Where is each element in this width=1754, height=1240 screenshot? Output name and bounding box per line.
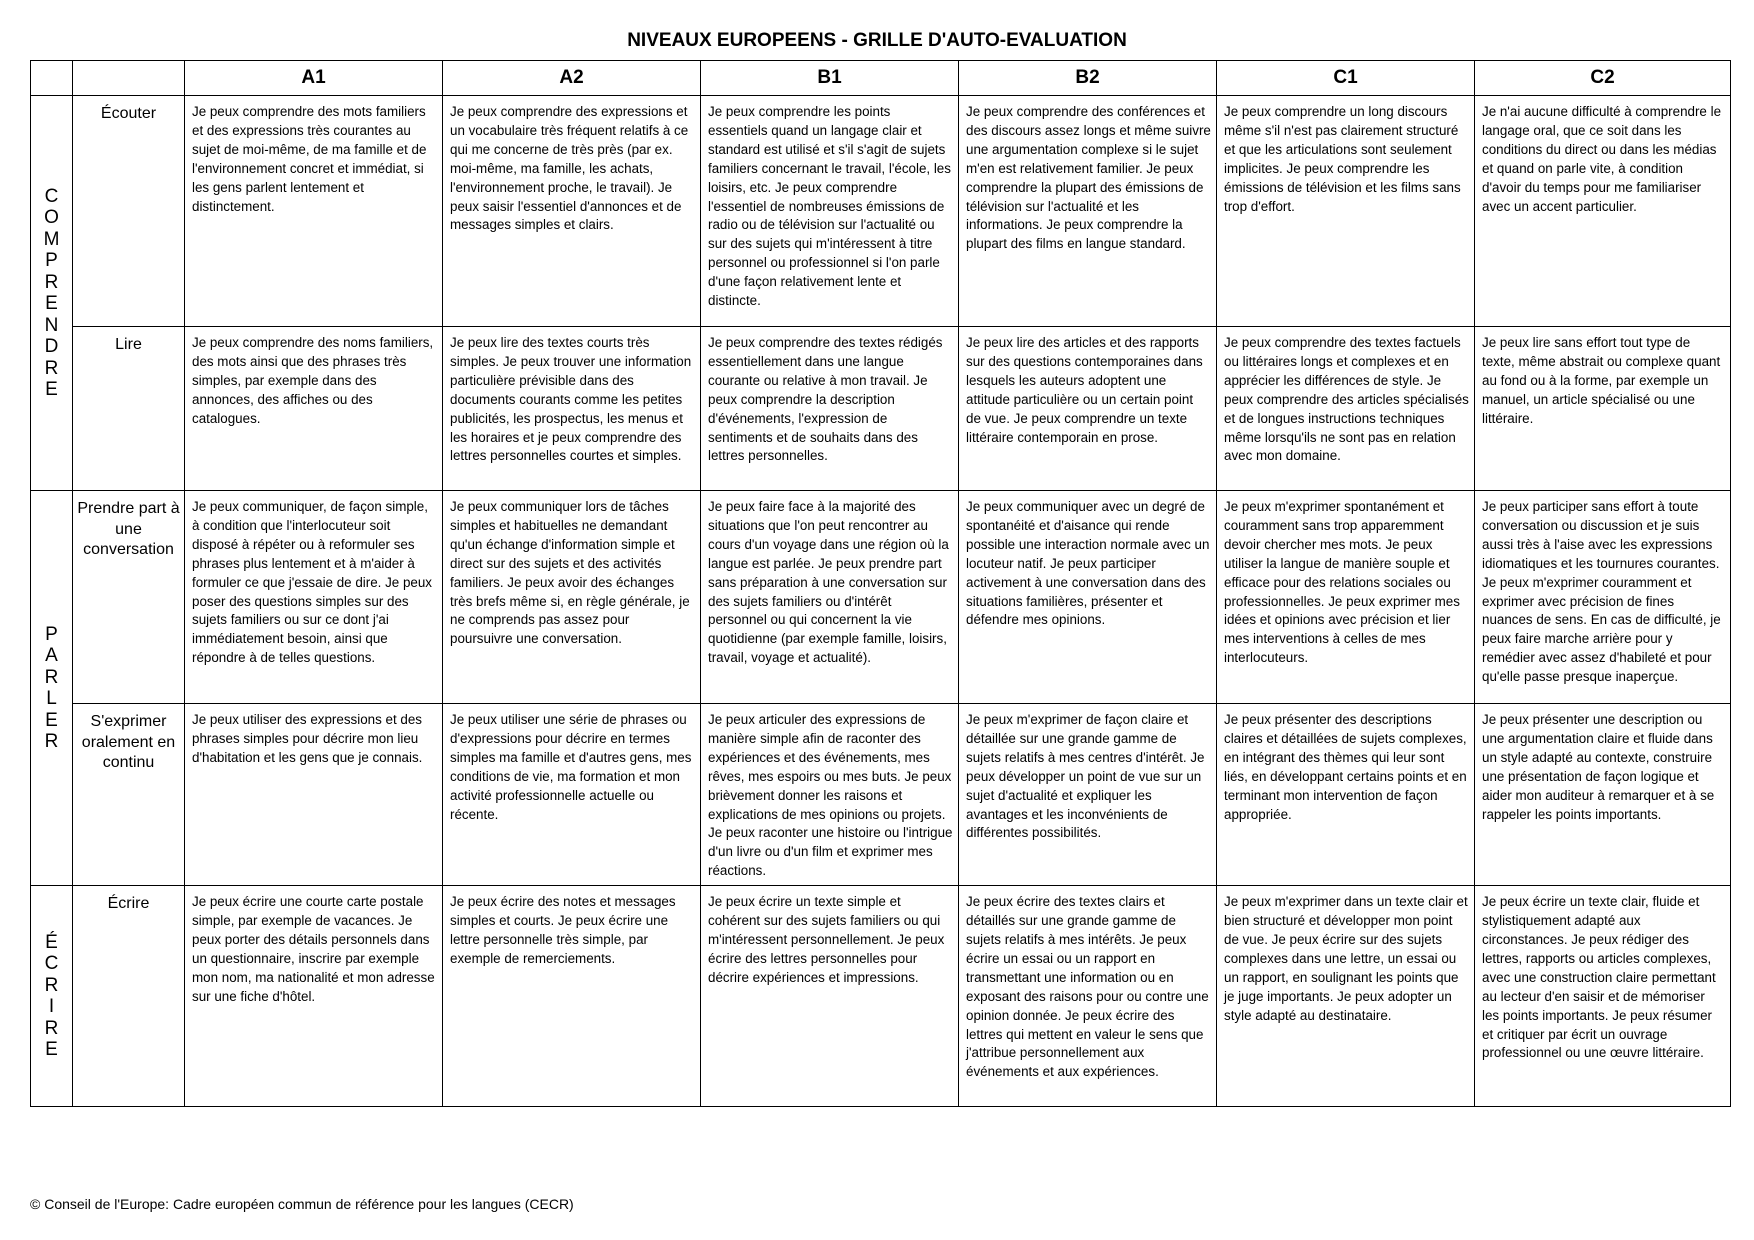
level-header-c2: C2 [1475,61,1731,96]
descriptor-exprimer-b2: Je peux m'exprimer de façon claire et détaillée sur une grande gamme de sujets relatifs à mes centres d'intérêt. Je peux développer un point de vue sur un sujet d'actualité et expliquer les avantages et les inconvénients de différentes possibilités. [966,712,1205,841]
descriptor-cell [1217,491,1475,704]
descriptor-ecrire-c1: Je peux m'exprimer dans un texte clair et bien structuré et développer mon point de vue. Je peux écrire sur des sujets complexes dans une lettre, un essai ou un rapport, en soulignant les points que je juge importants. Je peux adopter un style adapté au destinataire. [1224,894,1468,1023]
descriptor-cell [1217,704,1475,886]
row-prendre-part [31,491,1731,704]
descriptor-prendre-part-c2: Je peux participer sans effort à toute conversation ou discussion et je suis aussi très à l'aise avec les expressions idiomatiques et les tournures courantes. Je peux m'exprimer couramment et exprimer avec précision de fines nuances de sens. En cas de difficulté, je peux faire marche arrière pour y remédier avec assez d'habileté et pour qu'elle passe presque inaperçue. [1482,499,1721,685]
descriptor-lire-c1: Je peux comprendre des textes factuels ou littéraires longs et complexes et en apprécier les différences de style. Je peux comprendre des articles spécialisés et de longues instructions techniques même lorsqu'ils ne sont pas en relation avec mon domaine. [1224,335,1469,464]
header-empty-skill [73,61,185,96]
descriptor-lire-a1: Je peux comprendre des noms familiers, des mots ainsi que des phrases très simples, par exemple dans des annonces, des affiches ou des catalogues. [192,335,434,426]
descriptor-lire-b2: Je peux lire des articles et des rapports sur des questions contemporaines dans lesquels les auteurs adoptent une attitude particulière ou un certain point de vue. Je peux comprendre un texte littéraire contemporain en prose. [966,335,1203,445]
descriptor-ecouter-a2: Je peux comprendre des expressions et un vocabulaire très fréquent relatifs à ce qui me concerne de très près (par ex. moi-même, ma famille, les achats, l'environnement proche, le travail). Je peux saisir l'essentiel d'annonces et de messages simples et clairs. [450,104,689,233]
descriptor-cell [701,96,959,327]
skill-cell [73,327,185,491]
category-ecrire [31,886,73,1107]
skill-cell [73,96,185,327]
level-header-b1: B1 [701,61,959,96]
descriptor-cell [701,886,959,1107]
descriptor-cell [1217,96,1475,327]
descriptor-ecouter-c1: Je peux comprendre un long discours même s'il n'est pas clairement structuré et que les articulations sont seulement implicites. Je peux comprendre les émissions de télévision et les films sans trop d'effort. [1224,104,1461,214]
descriptor-cell [443,491,701,704]
copyright-footer: © Conseil de l'Europe: Cadre européen commun de référence pour les langues (CECR) [30,1196,574,1212]
descriptor-ecouter-c2: Je n'ai aucune difficulté à comprendre le langage oral, que ce soit dans les conditions du direct ou dans les médias et quand on parle vite, à condition d'avoir du temps pour me familiariser avec un accent particulier. [1482,104,1722,214]
descriptor-cell [443,96,701,327]
descriptor-cell [1475,96,1731,327]
descriptor-cell [959,491,1217,704]
descriptor-exprimer-b1: Je peux articuler des expressions de manière simple afin de raconter des expériences et des événements, mes rêves, mes espoirs ou mes buts. Je peux brièvement donner les raisons et explications de mes opinions ou projets. Je peux raconter une histoire ou l'intrigue d'un livre ou d'un film et exprimer mes réactions. [708,712,953,879]
skill-exprimer: S'exprimer oralement en continu [81,713,176,771]
descriptor-cell [959,96,1217,327]
descriptor-exprimer-a2: Je peux utiliser une série de phrases ou d'expressions pour décrire en termes simples ma famille et d'autres gens, mes conditions de vie, ma formation et mon activité professionnelle actuelle ou récente. [450,712,692,822]
descriptor-cell [185,704,443,886]
header-row [31,61,1731,96]
row-ecrire [31,886,1731,1107]
descriptor-cell [443,704,701,886]
descriptor-prendre-part-b2: Je peux communiquer avec un degré de spontanéité et d'aisance qui rende possible une interaction normale avec un locuteur natif. Je peux participer activement à une conversation dans des situations familières, présenter et défendre mes opinions. [966,499,1210,628]
category-ecrire-label: É C R I R E [44,931,59,1061]
skill-prendre-part: Prendre part à une conversation [77,500,180,558]
level-header-c1: C1 [1217,61,1475,96]
descriptor-ecrire-a1: Je peux écrire une courte carte postale simple, par exemple de vacances. Je peux porter des détails personnels dans un questionnaire, inscrire par exemple mon nom, ma nationalité et mon adresse sur une fiche d'hôtel. [192,894,435,1004]
skill-ecrire: Écrire [107,895,150,913]
descriptor-ecrire-a2: Je peux écrire des notes et messages simples et courts. Je peux écrire une lettre personnelle très simple, par exemple de remerciements. [450,894,676,966]
descriptor-cell [959,886,1217,1107]
descriptor-cell [1475,704,1731,886]
descriptor-ecrire-c2: Je peux écrire un texte clair, fluide et stylistiquement adapté aux circonstances. Je peux rédiger des lettres, rapports ou articles complexes, avec une construction claire permettant au lecteur d'en saisir et de mémoriser les points importants. Je peux résumer et critiquer par écrit un ouvrage professionnel ou une œuvre littéraire. [1482,894,1716,1061]
skill-cell [73,886,185,1107]
descriptor-cell [1475,886,1731,1107]
header-empty-category [31,61,73,96]
skill-cell [73,491,185,704]
descriptor-cell [701,327,959,491]
descriptor-ecouter-a1: Je peux comprendre des mots familiers et des expressions très courantes au sujet de moi-même, de ma famille et de l'environnement concret et immédiat, si les gens parlent lentement et distinctement. [192,104,427,214]
descriptor-prendre-part-b1: Je peux faire face à la majorité des situations que l'on peut rencontrer au cours d'un voyage dans une région où la langue est parlée. Je peux prendre part sans préparation à une conversation sur des sujets familiers ou d'intérêt personnel ou qui concernent la vie quotidienne (par exemple famille, loisirs, travail, voyage et actualité). [708,499,949,666]
descriptor-cell [1217,327,1475,491]
self-assessment-grid [30,60,1731,1107]
descriptor-cell [443,327,701,491]
descriptor-lire-b1: Je peux comprendre des textes rédigés essentiellement dans une langue courante ou relative à mon travail. Je peux comprendre la description d'événements, l'expression de sentiments et de souhaits dans des lettres personnelles. [708,335,943,464]
category-parler [31,491,73,886]
descriptor-ecouter-b2: Je peux comprendre des conférences et des discours assez longs et même suivre une argumentation complexe si le sujet m'en est relativement familier. Je peux comprendre la plupart des émissions de télévision sur l'actualité et les informations. Je peux comprendre la plupart des films en langue standard. [966,104,1211,252]
descriptor-exprimer-c2: Je peux présenter une description ou une argumentation claire et fluide dans un style adapté au contexte, construire une présentation de façon logique et aider mon auditeur à remarquer et à se rappeler les points importants. [1482,712,1715,822]
descriptor-prendre-part-a1: Je peux communiquer, de façon simple, à condition que l'interlocuteur soit disposé à répéter ou à reformuler ses phrases plus lentement et à m'aider à formuler ce que j'essaie de dire. Je peux poser des questions simples sur des sujets familiers ou sur ce dont j'ai immédiatement besoin, ainsi que répondre à de telles questions. [192,499,432,666]
descriptor-cell [1475,327,1731,491]
descriptor-cell [185,491,443,704]
skill-cell [73,704,185,886]
descriptor-ecrire-b2: Je peux écrire des textes clairs et détaillés sur une grande gamme de sujets relatifs à mes intérêts. Je peux écrire un essai ou un rapport en transmettant une information ou en exposant des raisons pour ou contre une opinion donnée. Je peux écrire des lettres qui mettent en valeur le sens que j'attribue personnellement aux événements et aux expériences. [966,894,1209,1080]
descriptor-ecrire-b1: Je peux écrire un texte simple et cohérent sur des sujets familiers ou qui m'intéressent personnellement. Je peux écrire des lettres personnelles pour décrire expériences et impressions. [708,894,945,985]
descriptor-cell [1475,491,1731,704]
descriptor-cell [185,96,443,327]
descriptor-prendre-part-a2: Je peux communiquer lors de tâches simples et habituelles ne demandant qu'un échange d'information simple et direct sur des sujets et des activités familiers. Je peux avoir des échanges très brefs même si, en règle générale, je ne comprends pas assez pour poursuivre une conversation. [450,499,690,647]
page-title: NIVEAUX EUROPEENS - GRILLE D'AUTO-EVALUATION [627,30,1127,51]
descriptor-lire-a2: Je peux lire des textes courts très simples. Je peux trouver une information particulière prévisible dans des documents courants comme les petites publicités, les prospectus, les menus et les horaires et je peux comprendre des lettres personnelles courtes et simples. [450,335,692,464]
descriptor-cell [443,886,701,1107]
descriptor-cell [959,704,1217,886]
skill-lire: Lire [115,336,142,353]
descriptor-exprimer-c1: Je peux présenter des descriptions claires et détaillées de sujets complexes, en intégrant des thèmes qui leur sont liés, en développant certains points et en terminant mon intervention de façon appropriée. [1224,712,1467,822]
descriptor-ecouter-b1: Je peux comprendre les points essentiels quand un langage clair et standard est utilisé et s'il s'agit de sujets familiers concernant le travail, l'école, les loisirs, etc. Je peux comprendre l'essentiel de nombreuses émissions de radio ou de télévision sur l'actualité ou sur des sujets qui m'intéressent à titre personnel ou professionnel si l'on parle d'une façon relativement lente et distincte. [708,104,951,309]
category-comprendre [31,96,73,491]
category-comprendre-label: C O M P R E N D R E [43,185,60,400]
level-header-a2: A2 [443,61,701,96]
skill-ecouter: Écouter [100,105,157,122]
descriptor-exprimer-a1: Je peux utiliser des expressions et des phrases simples pour décrire mon lieu d'habitation et les gens que je connais. [192,712,423,765]
descriptor-prendre-part-c1: Je peux m'exprimer spontanément et couramment sans trop apparemment devoir chercher mes mots. Je peux utiliser la langue de manière souple et efficace pour des relations sociales ou professionnelles. Je peux exprimer mes idées et opinions avec précision et lier mes interventions à celles de mes interlocuteurs. [1224,499,1460,666]
row-lire [31,327,1731,491]
descriptor-cell [701,491,959,704]
descriptor-cell [185,886,443,1107]
descriptor-cell [701,704,959,886]
descriptor-cell [1217,886,1475,1107]
descriptor-cell [959,327,1217,491]
level-header-b2: B2 [959,61,1217,96]
row-ecouter [31,96,1731,327]
category-parler-label: P A R L E R [44,623,59,753]
descriptor-lire-c2: Je peux lire sans effort tout type de texte, même abstrait ou complexe quant au fond ou à la forme, par exemple un manuel, un article spécialisé ou une littéraire. [1482,335,1721,426]
row-exprimer [31,704,1731,886]
descriptor-cell [185,327,443,491]
level-header-a1: A1 [185,61,443,96]
